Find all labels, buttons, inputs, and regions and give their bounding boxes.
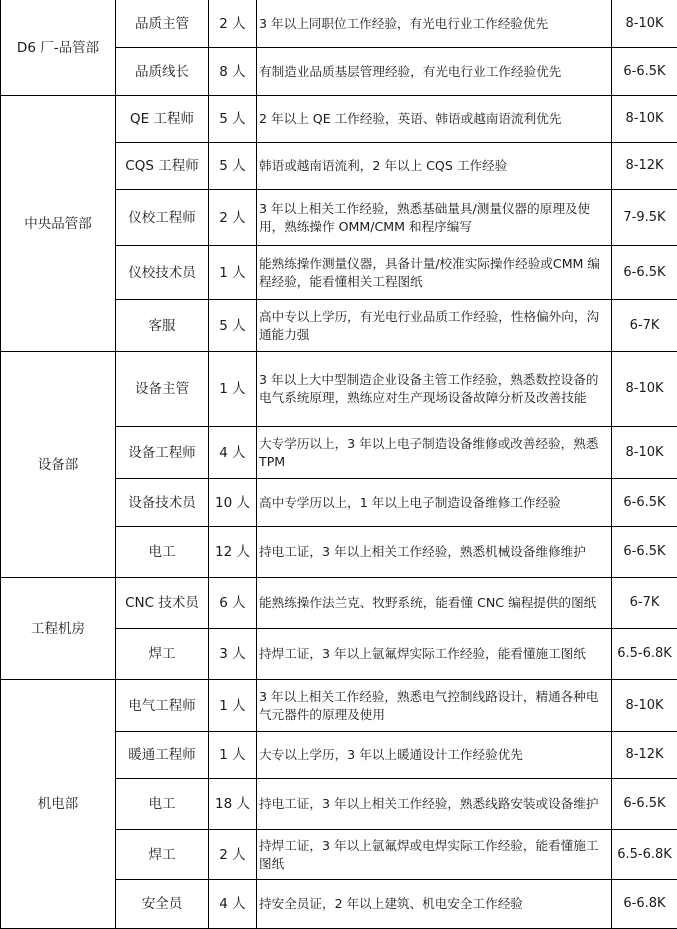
position-cell: 电工: [116, 779, 209, 830]
headcount-cell: 18 人: [209, 779, 257, 830]
requirement-cell: 韩语或越南语流利，2 年以上 CQS 工作经验: [257, 143, 612, 190]
department-cell: 机电部: [1, 680, 116, 929]
headcount-cell: 2 人: [209, 190, 257, 246]
salary-cell: 8-10K: [612, 427, 677, 479]
requirement-cell: 持安全员证，2 年以上建筑、机电安全工作经验: [257, 880, 612, 929]
requirement-cell: 3 年以上同职位工作经验，有光电行业工作经验优先: [257, 0, 612, 48]
requirement-cell: 高中专以上学历，有光电行业品质工作经验，性格偏外向，沟通能力强: [257, 300, 612, 352]
headcount-cell: 5 人: [209, 300, 257, 352]
requirement-cell: 3 年以上相关工作经验，熟悉电气控制线路设计，精通各种电气元器件的原理及使用: [257, 680, 612, 732]
table-row: [1, 96, 677, 143]
table-row: [1, 578, 677, 629]
headcount-cell: 4 人: [209, 880, 257, 929]
department-cell: 中央品管部: [1, 96, 116, 352]
salary-cell: 8-12K: [612, 143, 677, 190]
salary-cell: 8-12K: [612, 732, 677, 779]
position-cell: 品质主管: [116, 0, 209, 48]
headcount-cell: 4 人: [209, 427, 257, 479]
salary-cell: 6-6.5K: [612, 527, 677, 578]
headcount-cell: 2 人: [209, 0, 257, 48]
table-row: [1, 680, 677, 732]
headcount-cell: 3 人: [209, 629, 257, 680]
headcount-cell: 5 人: [209, 143, 257, 190]
position-cell: 设备主管: [116, 352, 209, 427]
position-cell: 暖通工程师: [116, 732, 209, 779]
salary-cell: 8-10K: [612, 96, 677, 143]
salary-cell: 6-6.5K: [612, 479, 677, 527]
headcount-cell: 2 人: [209, 830, 257, 880]
salary-cell: 6-6.5K: [612, 779, 677, 830]
salary-cell: 6-7K: [612, 300, 677, 352]
requirement-cell: 持焊工证，3 年以上氩氟焊实际工作经验，能看懂施工图纸: [257, 629, 612, 680]
requirement-cell: 有制造业品质基层管理经验，有光电行业工作经验优先: [257, 48, 612, 96]
position-cell: 电工: [116, 527, 209, 578]
headcount-cell: 1 人: [209, 732, 257, 779]
salary-cell: 8-10K: [612, 352, 677, 427]
position-cell: 仪校技术员: [116, 246, 209, 300]
salary-cell: 8-10K: [612, 680, 677, 732]
position-cell: CQS 工程师: [116, 143, 209, 190]
requirement-cell: 3 年以上大中型制造企业设备主管工作经验，熟悉数控设备的电气系统原理，熟练应对生产现场设备故障分析及改善技能: [257, 352, 612, 427]
position-cell: 安全员: [116, 880, 209, 929]
headcount-cell: 10 人: [209, 479, 257, 527]
position-cell: 电气工程师: [116, 680, 209, 732]
department-cell: 设备部: [1, 352, 116, 578]
salary-cell: 6.5-6.8K: [612, 830, 677, 880]
salary-cell: 6-6.8K: [612, 880, 677, 929]
headcount-cell: 1 人: [209, 246, 257, 300]
position-cell: 焊工: [116, 629, 209, 680]
headcount-cell: 1 人: [209, 352, 257, 427]
department-cell: D6 厂-品管部: [1, 0, 116, 96]
position-cell: 仪校工程师: [116, 190, 209, 246]
salary-cell: 6.5-6.8K: [612, 629, 677, 680]
position-cell: CNC 技术员: [116, 578, 209, 629]
requirement-cell: 能熟练操作测量仪器，具备计量/校准实际操作经验或CMM 编程经验，能看懂相关工程图纸: [257, 246, 612, 300]
requirement-cell: 持焊工证，3 年以上氩氟焊或电焊实际工作经验，能看懂施工图纸: [257, 830, 612, 880]
requirement-cell: 大专以上学历，3 年以上暖通设计工作经验优先: [257, 732, 612, 779]
salary-cell: 6-6.5K: [612, 246, 677, 300]
position-cell: 设备工程师: [116, 427, 209, 479]
salary-cell: 6-7K: [612, 578, 677, 629]
table-row: [1, 352, 677, 427]
requirement-cell: 高中专学历以上，1 年以上电子制造设备维修工作经验: [257, 479, 612, 527]
headcount-cell: 5 人: [209, 96, 257, 143]
table-row: [1, 0, 677, 48]
headcount-cell: 1 人: [209, 680, 257, 732]
department-cell: 工程机房: [1, 578, 116, 680]
headcount-cell: 8 人: [209, 48, 257, 96]
requirement-cell: 持电工证，3 年以上相关工作经验，熟悉线路安装或设备维护: [257, 779, 612, 830]
salary-cell: 8-10K: [612, 0, 677, 48]
requirement-cell: 大专学历以上，3 年以上电子制造设备维修或改善经验，熟悉 TPM: [257, 427, 612, 479]
headcount-cell: 12 人: [209, 527, 257, 578]
requirement-cell: 3 年以上相关工作经验，熟悉基础量具/测量仪器的原理及使用，熟练操作 OMM/CMM 和程序编写: [257, 190, 612, 246]
requirement-cell: 能熟练操作法兰克、牧野系统，能看懂 CNC 编程提供的图纸: [257, 578, 612, 629]
position-cell: 品质线长: [116, 48, 209, 96]
headcount-cell: 6 人: [209, 578, 257, 629]
requirement-cell: 持电工证，3 年以上相关工作经验，熟悉机械设备维修维护: [257, 527, 612, 578]
position-cell: 焊工: [116, 830, 209, 880]
position-cell: 设备技术员: [116, 479, 209, 527]
salary-cell: 6-6.5K: [612, 48, 677, 96]
position-cell: 客服: [116, 300, 209, 352]
requirement-cell: 2 年以上 QE 工作经验，英语、韩语或越南语流利优先: [257, 96, 612, 143]
salary-cell: 7-9.5K: [612, 190, 677, 246]
position-cell: QE 工程师: [116, 96, 209, 143]
